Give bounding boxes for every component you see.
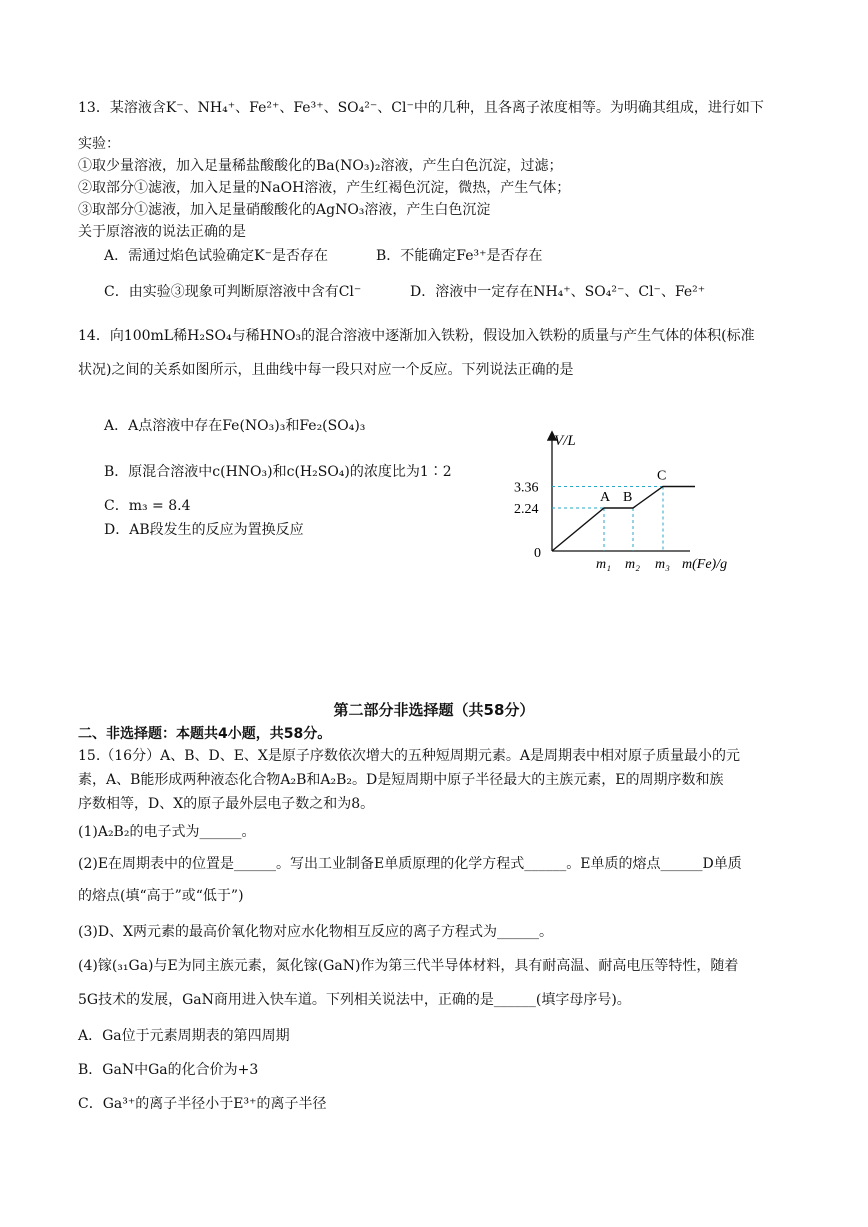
q15-stem-line3: 序数相等，D、X的原子最外层电子数之和为8。 — [78, 796, 375, 812]
q15-stem-line2: 素，A、B能形成两种液态化合物A₂B和A₂B₂。D是短周期中原子半径最大的主族元素，E的周期序数和族 — [78, 772, 724, 788]
q13-stem-line2: 实验： — [78, 136, 120, 152]
q15-option-c: C．Ga³⁺的离子半径小于E³⁺的离子半径 — [78, 1096, 327, 1112]
q13-option-a: A．需通过焰色试验确定K⁻是否存在 — [104, 248, 328, 264]
q13-stem-line1: 13．某溶液含K⁻、NH₄⁺、Fe²⁺、Fe³⁺、SO₄²⁻、Cl⁻中的几种，且各离子浓度相等。为明确其组成，进行如下 — [78, 100, 764, 116]
q15-part3: (3)D、X两元素的最高价氧化物对应水化物相互反应的离子方程式为______。 — [78, 924, 554, 940]
q15-option-b: B．GaN中Ga的化合价为+3 — [78, 1062, 259, 1078]
point-label: C — [657, 468, 667, 484]
q13-step2: ②取部分①滤液，加入足量的NaOH溶液，产生红褐色沉淀，微热，产生气体； — [78, 180, 571, 196]
section-heading: 二、非选择题：本题共4小题，共58分。 — [78, 726, 332, 742]
q13-question: 关于原溶液的说法正确的是 — [78, 224, 246, 240]
q13-option-d: D．溶液中一定存在NH₄⁺、SO₄²⁻、Cl⁻、Fe²⁺ — [410, 284, 706, 300]
q15-stem-line1: 15.（16分）A、B、D、E、X是原子序数依次增大的五种短周期元素。A是周期表中相对原子质量最小的元 — [78, 748, 740, 764]
x-axis-label: m(Fe)/g — [682, 557, 728, 572]
q15-part1: (1)A₂B₂的电子式为______。 — [78, 824, 256, 840]
point-label: B — [623, 489, 633, 505]
q15-part4-line1: (4)镓(₃₁Ga)与E为同主族元素，氮化镓(GaN)作为第三代半导体材料，具有耐高温、耐高电压等特性，随着 — [78, 958, 739, 974]
q14-option-b: B．原混合溶液中c(HNO₃)和c(H₂SO₄)的浓度比为1∶2 — [104, 464, 452, 480]
y-tick-label: 3.36 — [514, 480, 539, 496]
q14-option-c: C．m₃ = 8.4 — [104, 498, 191, 514]
q14-option-d: D．AB段发生的反应为置换反应 — [104, 522, 304, 538]
q13-step3: ③取部分①滤液，加入足量硝酸酸化的AgNO₃溶液，产生白色沉淀 — [78, 202, 491, 218]
point-label: A — [600, 489, 611, 505]
y-tick-label: 2.24 — [514, 501, 539, 517]
q14-stem-line2: 状况)之间的关系如图所示，且曲线中每一段只对应一个反应。下列说法正确的是 — [78, 362, 574, 378]
q15-part2-line1: (2)E在周期表中的位置是______。写出工业制备E单质原理的化学方程式______。E单质的熔点______D单质 — [78, 856, 742, 872]
q15-part4-line2: 5G技术的发展，GaN商用进入快车道。下列相关说法中，正确的是______(填字母序号)。 — [78, 992, 631, 1008]
y-axis-label: V/L — [554, 433, 576, 449]
x-tick-label: m₂ — [625, 557, 640, 572]
origin-label: 0 — [534, 546, 541, 561]
volume-vs-iron-mass-graph — [500, 425, 770, 585]
q13-step1: ①取少量溶液，加入足量稀盐酸酸化的Ba(NO₃)₂溶液，产生白色沉淀，过滤； — [78, 158, 563, 174]
q13-option-c: C．由实验③现象可判断原溶液中含有Cl⁻ — [104, 284, 362, 300]
x-tick-label: m₁ — [596, 557, 611, 572]
part2-title: 第二部分非选择题（共58分） — [333, 701, 535, 719]
q15-part2-line2: 的熔点(填“高于”或“低于”) — [78, 888, 244, 904]
q14-stem-line1: 14．向100mL稀H₂SO₄与稀HNO₃的混合溶液中逐渐加入铁粉，假设加入铁粉的质量与产生气体的体积(标准 — [78, 328, 755, 344]
q13-option-b: B．不能确定Fe³⁺是否存在 — [376, 248, 543, 264]
q14-option-a: A．A点溶液中存在Fe(NO₃)₃和Fe₂(SO₄)₃ — [104, 418, 366, 434]
q15-option-a: A．Ga位于元素周期表的第四周期 — [78, 1028, 290, 1044]
x-tick-label: m₃ — [655, 557, 670, 572]
